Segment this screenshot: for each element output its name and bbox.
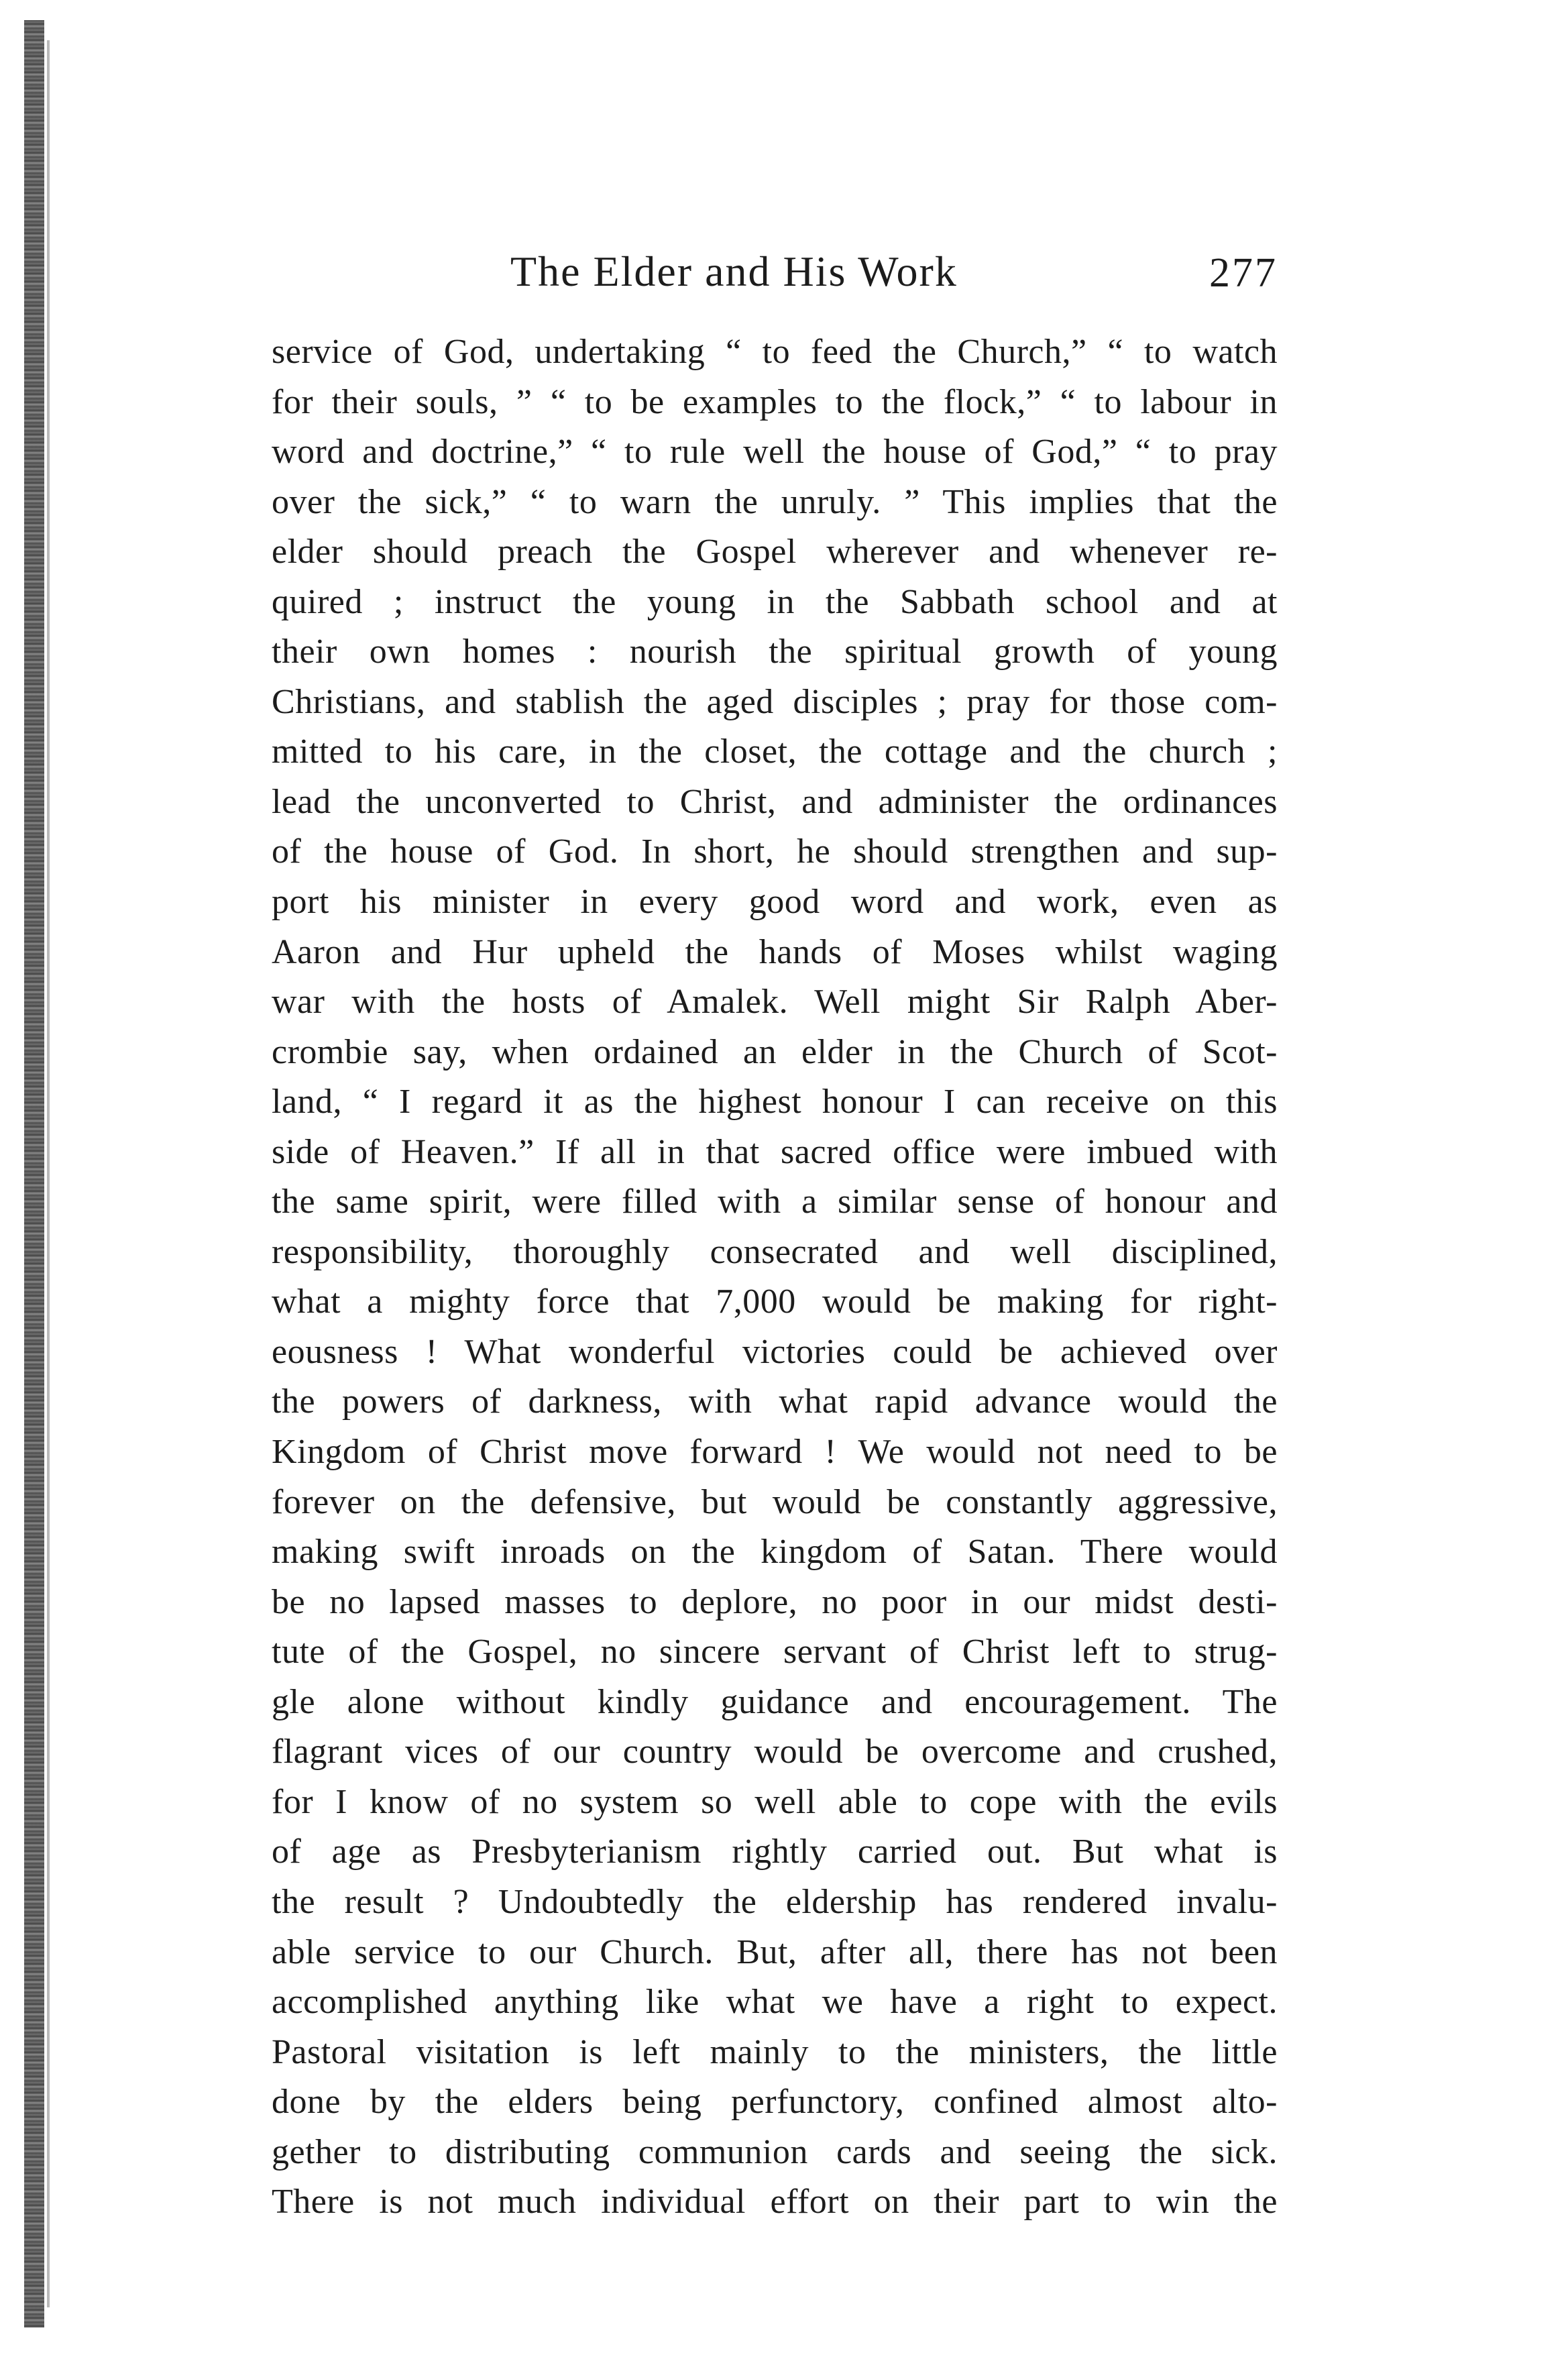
text-line: quired ; instruct the young in the Sabbath school and at bbox=[272, 582, 1278, 621]
text-line: the result ? Undoubtedly the eldership has rendered invalu- bbox=[272, 1882, 1278, 1921]
body-text bbox=[272, 327, 1278, 2228]
text-line: the powers of darkness, with what rapid advance would the bbox=[272, 1382, 1278, 1421]
page-number: 277 bbox=[1209, 250, 1278, 296]
text-line: flagrant vices of our country would be overcome and crushed, bbox=[272, 1733, 1278, 1771]
text-line: land, “ I regard it as the highest honour I can receive on this bbox=[272, 1083, 1278, 1121]
text-line: There is not much individual effort on their part to win the bbox=[272, 2183, 1278, 2222]
text-line: accomplished anything like what we have a right to expect. bbox=[272, 1983, 1278, 2022]
text-line: the same spirit, were filled with a similar sense of honour and bbox=[272, 1183, 1278, 1221]
text-line: eousness ! What wonderful victories could be achieved over bbox=[272, 1332, 1278, 1371]
text-line: over the sick,” “ to warn the unruly. ” This implies that the bbox=[272, 482, 1278, 521]
text-line: for I know of no system so well able to cope with the evils bbox=[272, 1782, 1278, 1821]
text-line: their own homes : nourish the spiritual growth of young bbox=[272, 633, 1278, 671]
text-line: able service to our Church. But, after all, there has not been bbox=[272, 1932, 1278, 1971]
text-line: be no lapsed masses to deplore, no poor in our midst desti- bbox=[272, 1582, 1278, 1621]
text-line: forever on the defensive, but would be constantly aggressive, bbox=[272, 1482, 1278, 1521]
text-line: Pastoral visitation is left mainly to the ministers, the little bbox=[272, 2032, 1278, 2071]
text-line: gether to distributing communion cards and seeing the sick. bbox=[272, 2132, 1278, 2171]
text-line: Aaron and Hur upheld the hands of Moses whilst waging bbox=[272, 932, 1278, 971]
text-line: Kingdom of Christ move forward ! We would not need to be bbox=[272, 1433, 1278, 1472]
text-line: making swift inroads on the kingdom of Satan. There would bbox=[272, 1533, 1278, 1572]
scanned-binding-edge bbox=[24, 20, 44, 2327]
scanned-gutter-line bbox=[47, 40, 50, 2307]
text-line: lead the unconverted to Christ, and administer the ordinances bbox=[272, 782, 1278, 821]
text-line: crombie say, when ordained an elder in the Church of Scot- bbox=[272, 1032, 1278, 1071]
text-line: what a mighty force that 7,000 would be making for right- bbox=[272, 1282, 1278, 1321]
text-line: tute of the Gospel, no sincere servant of Christ left to strug- bbox=[272, 1633, 1278, 1672]
text-line: for their souls, ” “ to be examples to the flock,” “ to labour in bbox=[272, 382, 1278, 421]
text-line: of age as Presbyterianism rightly carried out. But what is bbox=[272, 1832, 1278, 1871]
text-line: responsibility, thoroughly consecrated and well disciplined, bbox=[272, 1232, 1278, 1271]
text-line: Christians, and stablish the aged disciples ; pray for those com- bbox=[272, 682, 1278, 721]
running-header bbox=[272, 247, 1278, 300]
running-title: The Elder and His Work bbox=[510, 248, 958, 295]
text-line: of the house of God. In short, he should strengthen and sup- bbox=[272, 832, 1278, 871]
text-line: war with the hosts of Amalek. Well might Sir Ralph Aber- bbox=[272, 983, 1278, 1022]
text-line: done by the elders being perfunctory, confined almost alto- bbox=[272, 2083, 1278, 2122]
text-line: port his minister in every good word and work, even as bbox=[272, 883, 1278, 922]
text-line: word and doctrine,” “ to rule well the house of God,” “ to pray bbox=[272, 433, 1278, 472]
text-line: elder should preach the Gospel wherever and whenever re- bbox=[272, 533, 1278, 571]
text-line: side of Heaven.” If all in that sacred office were imbued with bbox=[272, 1132, 1278, 1171]
text-line: service of God, undertaking “ to feed the Church,” “ to watch bbox=[272, 333, 1278, 371]
text-line: gle alone without kindly guidance and encouragement. The bbox=[272, 1682, 1278, 1721]
text-line: mitted to his care, in the closet, the cottage and the church ; bbox=[272, 732, 1278, 771]
